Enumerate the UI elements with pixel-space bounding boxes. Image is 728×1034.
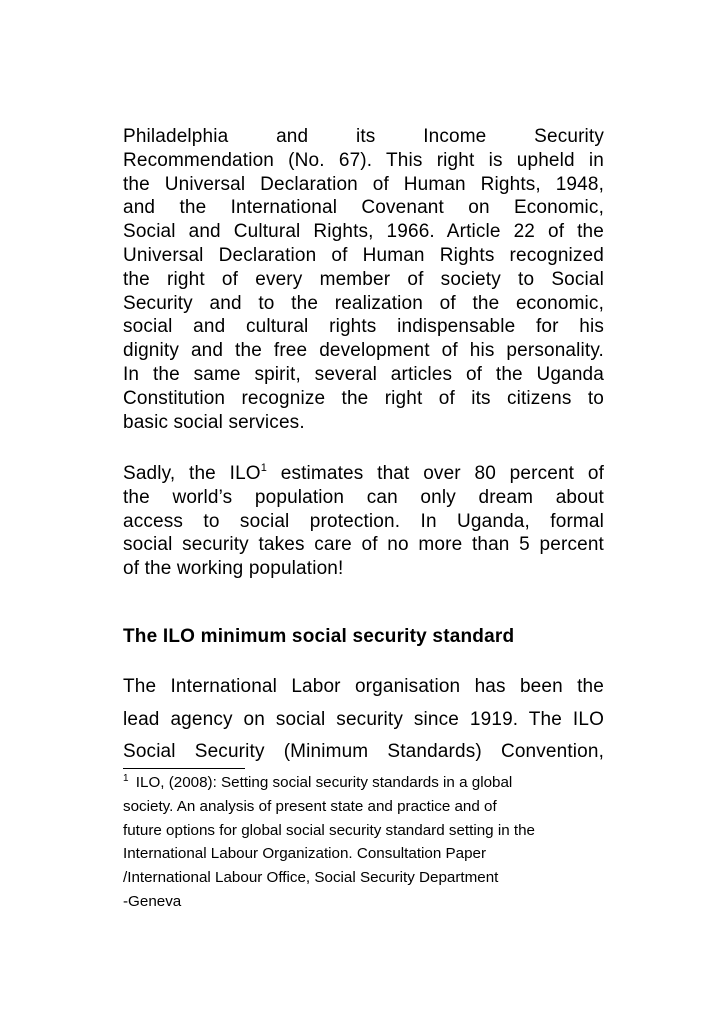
text-line: Constitution recognize the right of its citizens to [123, 387, 604, 409]
footnote-separator [123, 768, 245, 769]
text-line: the Universal Declaration of Human Rights, 1948, [123, 173, 604, 195]
text-line: In the same spirit, several articles of the Uganda [123, 363, 604, 385]
footnote-line [123, 771, 604, 795]
footnote-mark: 1 [123, 773, 129, 784]
footnote-line: -Geneva [123, 892, 182, 910]
footnote-line: future options for global social security standard setting in the [123, 821, 535, 839]
text-line: Philadelphia and its Income Security [123, 126, 604, 147]
paragraph-ilo-history [123, 671, 604, 769]
footnote-reference[interactable]: 1 [260, 462, 268, 474]
footnote-line: International Labour Organization. Consultation Paper [123, 845, 487, 863]
footnote-line: society. An analysis of present state and practice and of [123, 797, 497, 815]
paragraph-ilo-estimates [123, 462, 604, 581]
text-line: Universal Declaration of Human Rights recognized [123, 244, 604, 266]
text-line: social security takes care of no more than 5 percent [123, 534, 604, 556]
text-line: Social Security (Minimum Standards) Convention, [123, 741, 604, 763]
text-line: basic social services. [123, 411, 305, 433]
text-line: social and cultural rights indispensable for his [123, 316, 604, 338]
text-line: lead agency on social security since 1919. The ILO [123, 708, 604, 730]
text-segment: estimates that over 80 percent of [267, 463, 604, 484]
text-line: of the working population! [123, 558, 344, 580]
text-line: access to social protection. In Uganda, formal [123, 510, 604, 532]
text-line: and the International Covenant on Economic, [123, 197, 604, 219]
footnote-line: /International Labour Office, Social Security Department [123, 869, 499, 887]
paragraph-social-security-rights [123, 125, 604, 434]
text-line: Security and to the realization of the economic, [123, 292, 604, 314]
text-line: Recommendation (No. 67). This right is upheld in [123, 149, 604, 171]
text-line: the right of every member of society to Social [123, 268, 604, 290]
text-segment: ILO, (2008): Setting social security standards in a global [131, 774, 513, 791]
text-line: dignity and the free development of his personality. [123, 340, 604, 362]
text-line: the world’s population can only dream about [123, 486, 604, 508]
section-heading: The ILO minimum social security standard [123, 626, 515, 647]
text-line: Social and Cultural Rights, 1966. Article 22 of the [123, 221, 604, 243]
text-line-with-footnote-ref [123, 462, 604, 486]
text-segment: Sadly, the ILO [123, 463, 261, 484]
text-line: The International Labor organisation has been the [123, 676, 604, 697]
footnote [123, 771, 604, 914]
